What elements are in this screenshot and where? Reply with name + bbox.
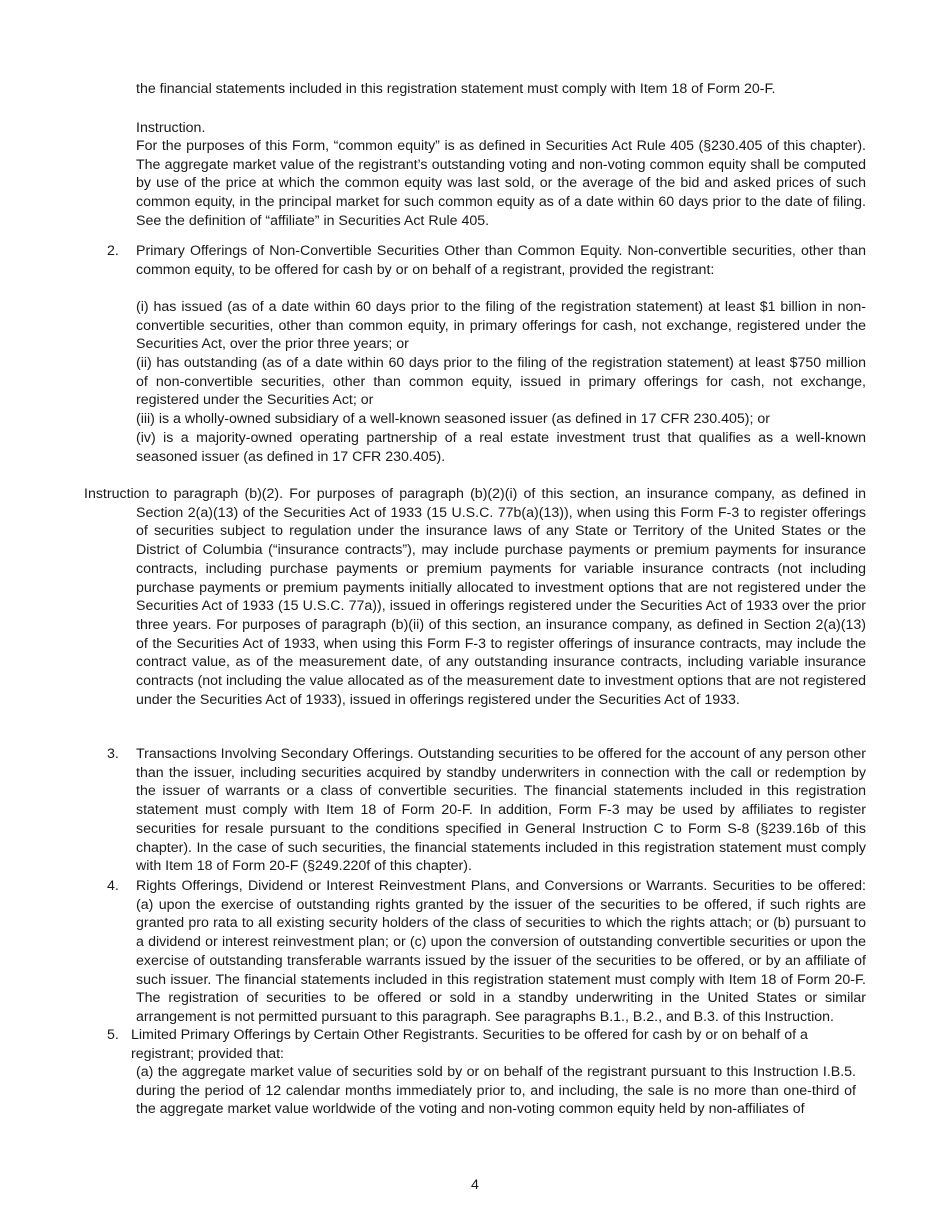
item-2-sub-iii: (iii) is a wholly-owned subsidiary of a well-known seasoned issuer (as defined in 17 CFR 230.405); or	[136, 411, 771, 427]
item-2-sub-iv: (iv) is a majority-owned operating partnership of a real estate investment trust that qualifies as a well-known seasoned issuer (as defined in 17 CFR 230.405).	[136, 430, 866, 465]
item-2-number: 2.	[107, 243, 119, 259]
item-5-text: Limited Primary Offerings by Certain Other Registrants. Securities to be offered for cash by or on behalf of a registrant; provided that:	[131, 1027, 808, 1062]
item-3-text: Transactions Involving Secondary Offerings. Outstanding securities to be offered for the account of any person other than the issuer, including securities acquired by standby underwriters in connection with the call or redemption by the issuer of warrants or a class of convertible securities. The financial statements included in this registration statement must comply with Item 18 of Form 20-F. In addition, Form F-3 may be used by affiliates to register securities for resale pursuant to the conditions specified in General Instruction C to Form S-8 (§239.16b of this chapter). In the case of such securities, the financial statements included in this registration statement must comply with Item 18 of Form 20-F (§249.220f of this chapter).	[136, 746, 866, 875]
item-2-sub-ii: (ii) has outstanding (as of a date within 60 days prior to the filing of the registration statement) at least $750 million of non-convertible securities, other than common equity, issued in primary offerings for cash, not exchange, registered under the Securities Act; or	[136, 355, 866, 409]
item-4-text: Rights Offerings, Dividend or Interest Reinvestment Plans, and Conversions or Warrants. Securities to be offered: (a) upon the exercise of outstanding rights granted by the issuer of the securities to be offered, if such rights are granted pro rata to all existing security holders of the class of securities to which the rights attach; or (b) pursuant to a dividend or interest reinvestment plan; or (c) upon the conversion of outstanding convertible securities or upon the exercise of outstanding transferable warrants issued by the issuer of the securities to be offered, or by an affiliate of such issuer. The financial statements included in this registration statement must comply with Item 18 of Form 20-F. The registration of securities to be offered or sold in a standby underwriting in the United States or similar arrangement is not permitted pursuant to this paragraph. See paragraphs B.1., B.2., and B.3. of this Instruction.	[136, 878, 866, 1025]
item-5-number: 5.	[107, 1027, 119, 1043]
page-number: 4	[471, 1177, 479, 1193]
instruction-heading: Instruction.	[136, 120, 206, 136]
item-5-sub-a: (a) the aggregate market value of securities sold by or on behalf of the registrant pursuant to this Instruction I.B.5. during the period of 12 calendar months immediately prior to, and including, the sale is no more than one-third of the aggregate market value worldwide of the voting and non-voting common equity held by non-affiliates of	[136, 1064, 856, 1118]
item-3-number: 3.	[107, 746, 119, 762]
intro-line: the financial statements included in this registration statement must comply with Item 18 of Form 20-F.	[136, 81, 776, 97]
instruction-body: For the purposes of this Form, “common equity” is as defined in Securities Act Rule 405 (§230.405 of this chapter). The aggregate market value of the registrant’s outstanding voting and non-voting common equity shall be computed by use of the price at which the common equity was last sold, or the average of the bid and asked prices of such common equity, in the principal market for such common equity as of a date within 60 days prior to the date of filing. See the definition of “affiliate” in Securities Act Rule 405.	[136, 138, 866, 229]
item-2-text: Primary Offerings of Non-Convertible Securities Other than Common Equity. Non-convertible securities, other than common equity, to be offered for cash by or on behalf of a registrant, provided the registrant:	[136, 243, 866, 278]
instruction-paragraph-b2: Instruction to paragraph (b)(2). For purposes of paragraph (b)(2)(i) of this section, an insurance company, as defined in Section 2(a)(13) of the Securities Act of 1933 (15 U.S.C. 77b(a)(13)), when using this Form F-3 to register offerings of securities subject to regulation under the insurance laws of any State or Territory of the United States or the District of Columbia (“insurance contracts”), may include purchase payments or premium payments for insurance contracts, including purchase payments or premium payments for variable insurance contracts (not including purchase payments or premium payments initially allocated to investment options that are not registered under the Securities Act of 1933 (15 U.S.C. 77a)), issued in offerings registered under the Securities Act of 1933 over the prior three years. For purposes of paragraph (b)(ii) of this section, an insurance company, as defined in Section 2(a)(13) of the Securities Act of 1933, when using this Form F-3 to register offerings of insurance contracts, may include the contract value, as of the measurement date, of any outstanding insurance contracts, including variable insurance contracts (not including the value allocated as of the measurement date to investment options that are not registered under the Securities Act of 1933), issued in offerings registered under the Securities Act of 1933.	[84, 486, 866, 708]
item-4-number: 4.	[107, 878, 119, 894]
item-2-sub-i: (i) has issued (as of a date within 60 days prior to the filing of the registration statement) at least $1 billion in non-convertible securities, other than common equity, in primary offerings for cash, not exchange, registered under the Securities Act, over the prior three years; or	[136, 299, 866, 353]
